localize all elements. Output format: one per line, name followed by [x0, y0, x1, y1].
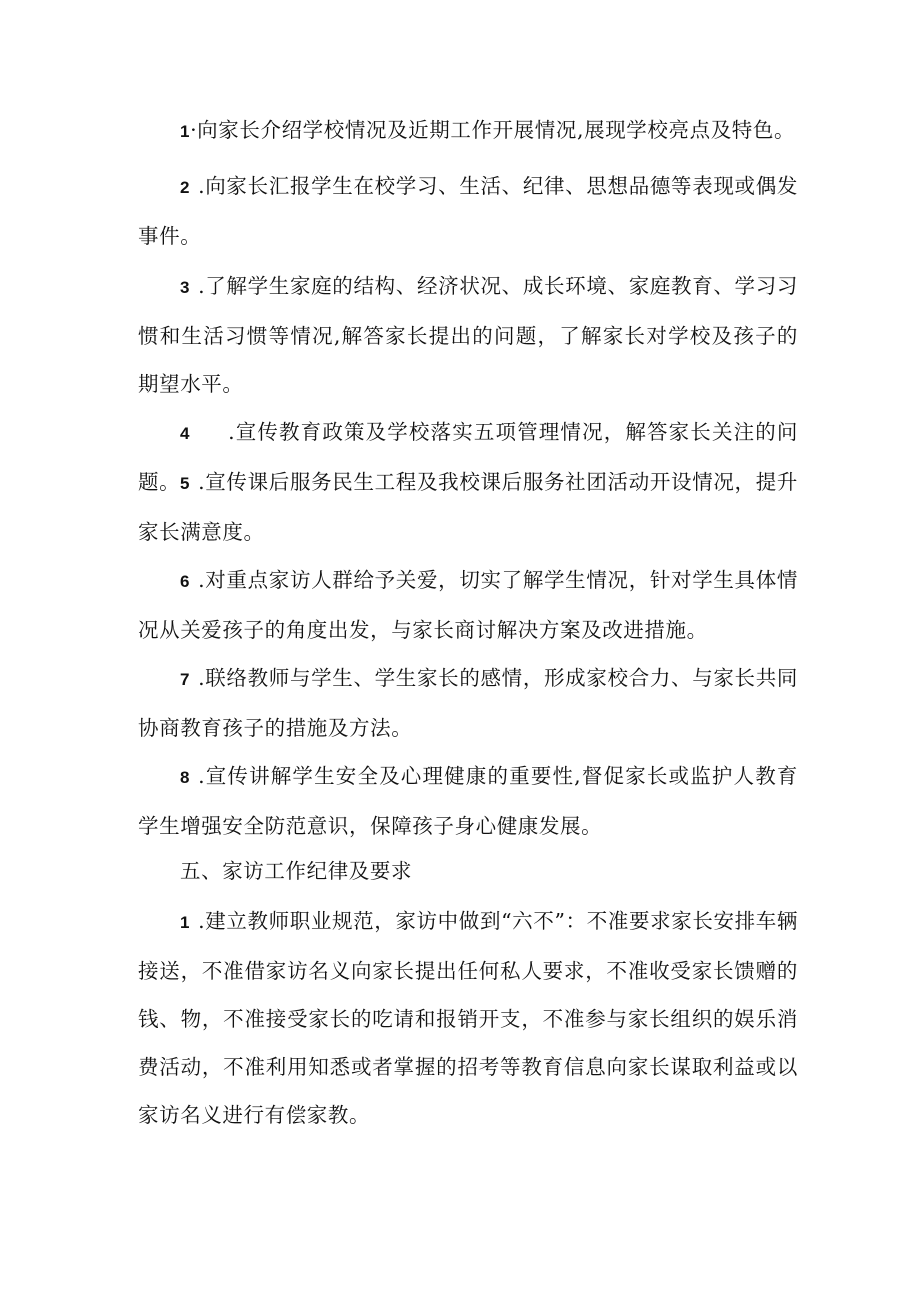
section-list-item-1	[138, 897, 798, 1139]
item-number: 8	[180, 768, 191, 787]
list-item-1	[138, 106, 798, 156]
item-number: 7	[180, 670, 191, 689]
item-text: .对重点家访人群给予关爱，切实了解学生情况，针对学生具体情况从关爱孩子的角度出发，与家长商讨解决方案及改进措施。	[138, 568, 798, 642]
list-item-3	[138, 262, 798, 408]
list-item-5	[138, 458, 798, 556]
item-number: 2	[180, 178, 191, 197]
list-item-2	[138, 162, 798, 260]
item-number: 5	[180, 474, 191, 493]
list-item-7	[138, 654, 798, 752]
item-number: 1	[180, 913, 191, 932]
item-text: ·向家长介绍学校情况及近期工作开展情况,展现学校亮点及特色。	[190, 118, 796, 142]
item-text: .建立教师职业规范，家访中做到“六不”：不准要求家长安排车辆接送，不准借家访名义向家长提出任何私人要求，不准收受家长馈赠的钱、物，不准接受家长的吃请和报销开支，不准参与家长组织的娱乐消费活动，不准利用知悉或者掌握的招考等教育信息向家长谋取利益或以家访名义进行有偿家教。	[138, 909, 798, 1127]
item-number: 4	[180, 424, 191, 443]
list-item-8	[138, 752, 798, 850]
item-number: 6	[180, 572, 191, 591]
item-text: .宣传课后服务民生工程及我校课后服务社团活动开设情况，提升家长满意度。	[138, 470, 798, 544]
item-text: .宣传讲解学生安全及心理健康的重要性,督促家长或监护人教育学生增强安全防范意识，保障孩子身心健康发展。	[138, 764, 798, 838]
item-text: .宣传教育政策及学校落实五项管理情况，解答家长关注的问题。	[138, 420, 798, 494]
item-text: .了解学生家庭的结构、经济状况、成长环境、家庭教育、学习习惯和生活习惯等情况,解答家长提出的问题，了解家长对学校及孩子的期望水平。	[138, 274, 798, 396]
list-item-6	[138, 556, 798, 654]
section-heading: 五、家访工作纪律及要求	[180, 859, 413, 883]
item-text: .向家长汇报学生在校学习、生活、纪律、思想品德等表现或偶发事件。	[138, 174, 798, 248]
item-text: .联络教师与学生、学生家长的感情，形成家校合力、与家长共同协商教育孩子的措施及方法。	[138, 666, 798, 740]
item-number: 3	[180, 278, 191, 297]
item-number: 1	[180, 122, 191, 141]
